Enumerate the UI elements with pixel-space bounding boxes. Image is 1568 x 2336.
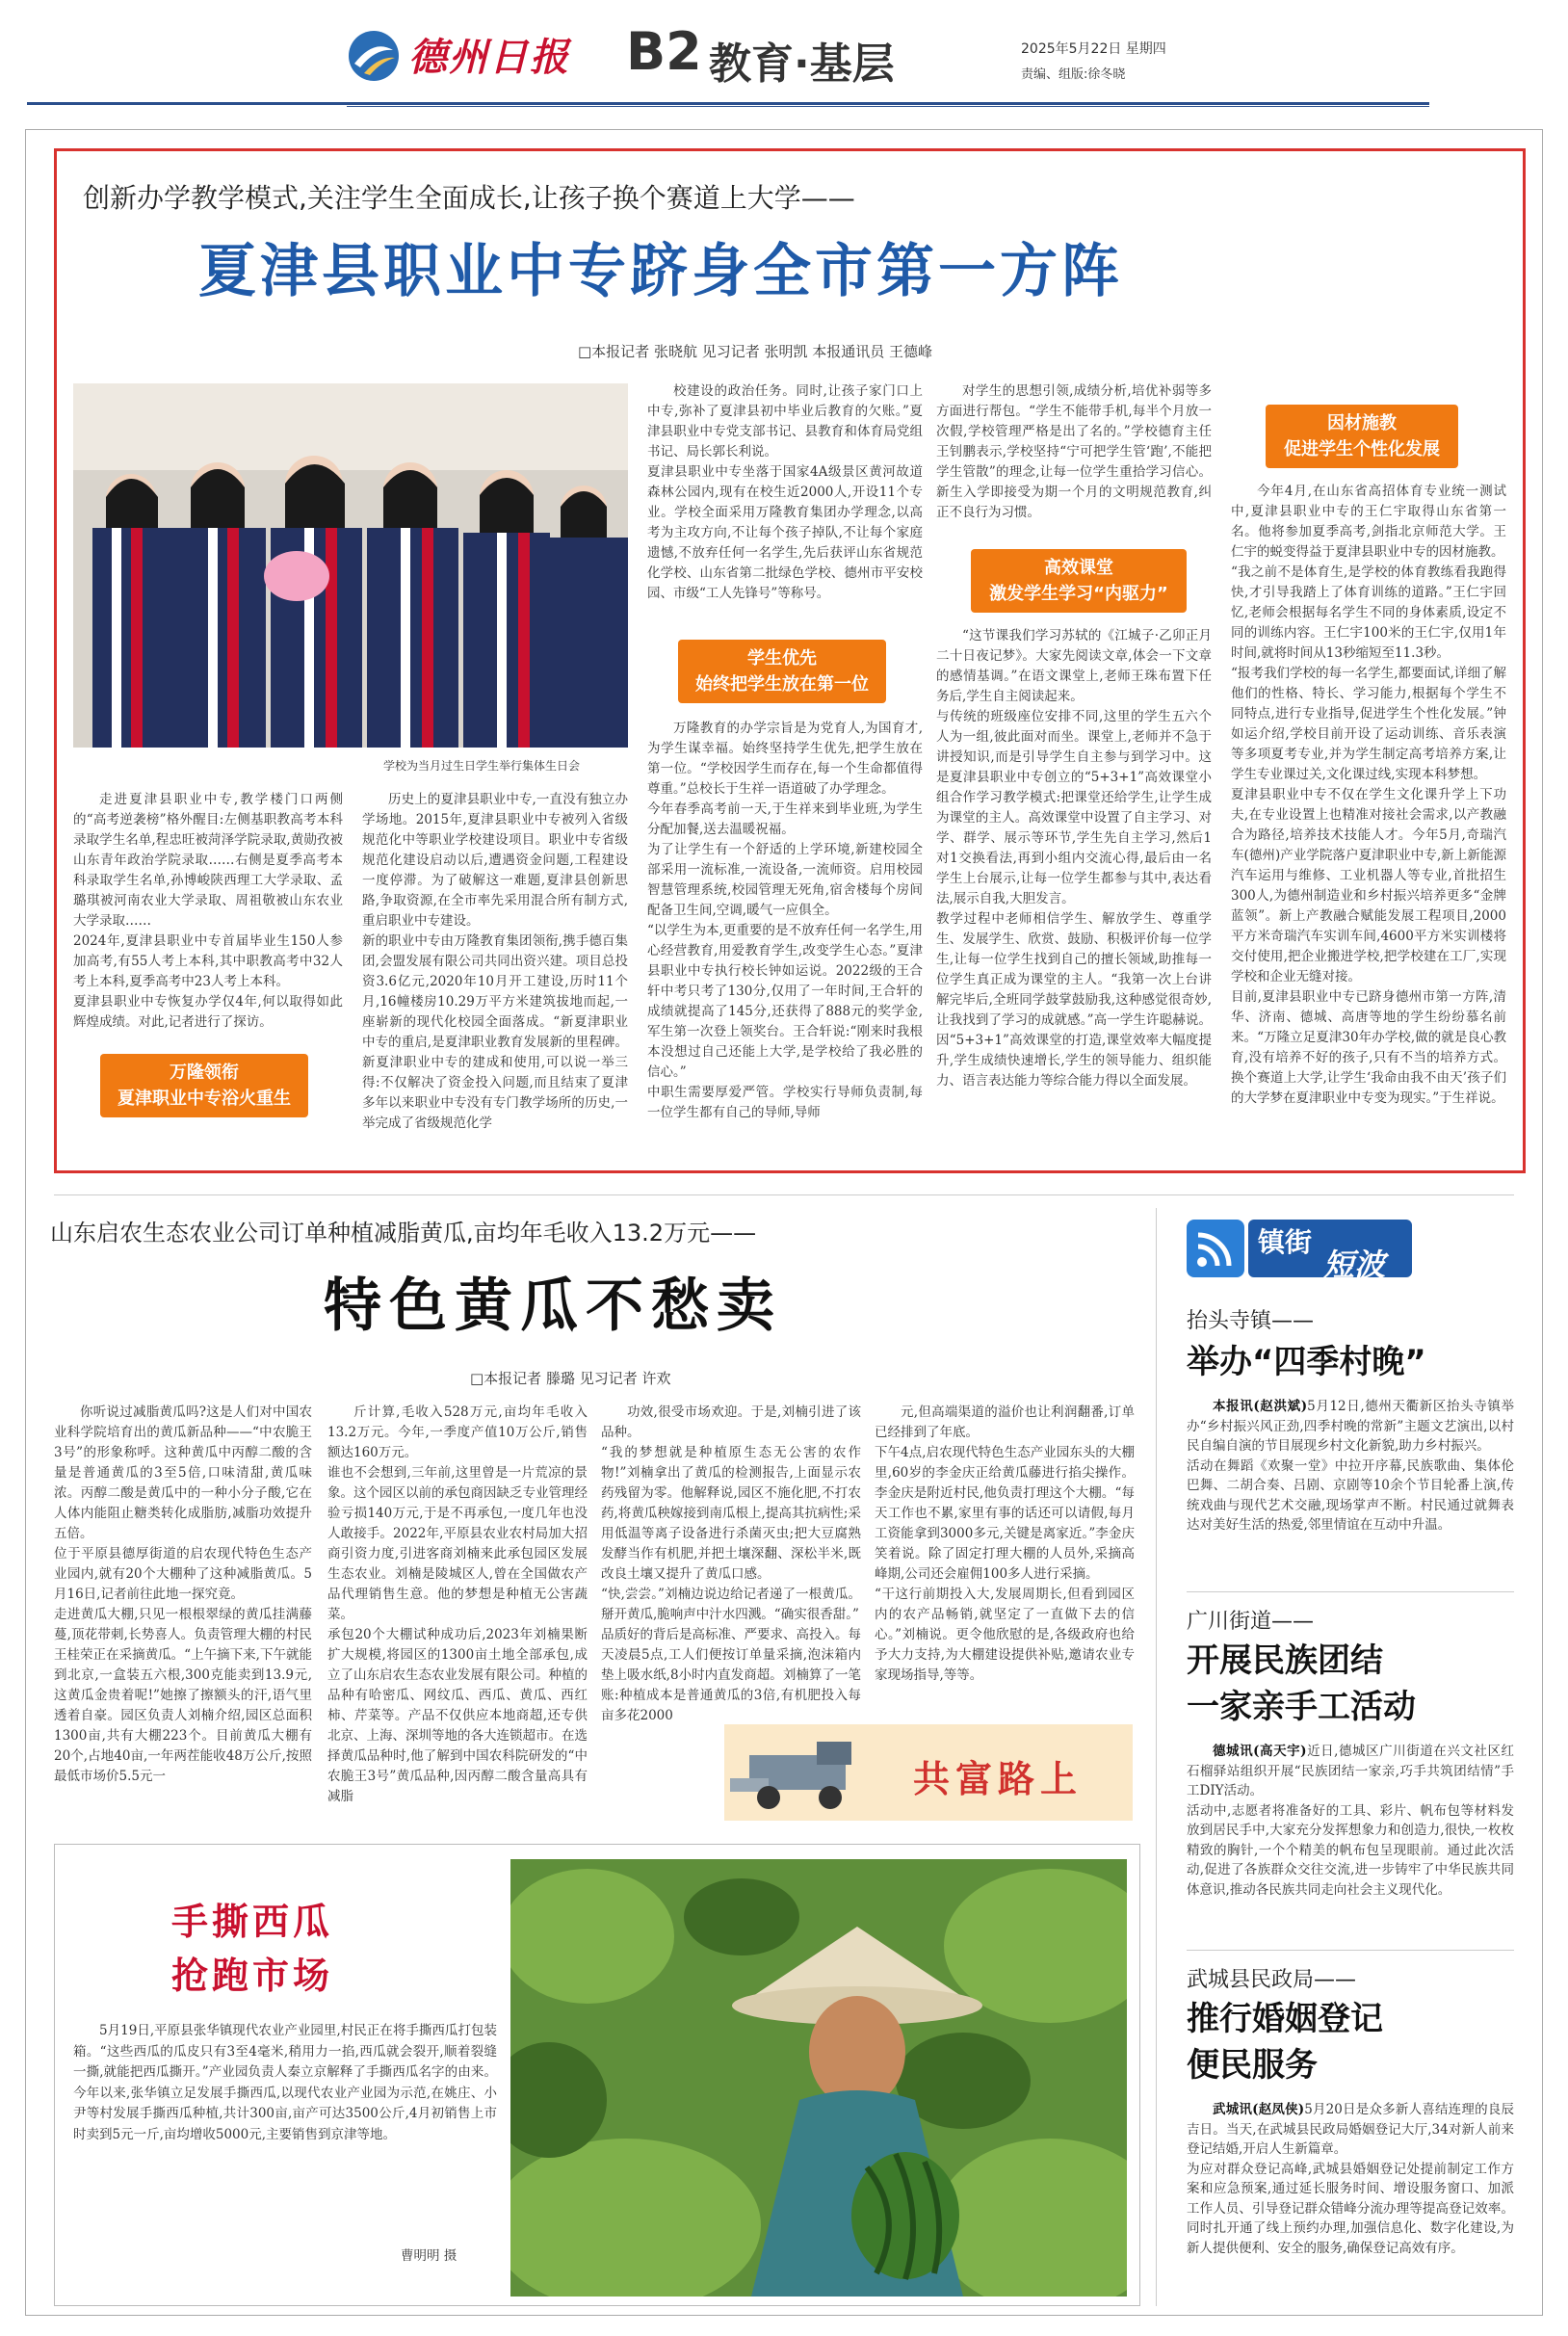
- masthead: [347, 21, 1310, 89]
- brief1-lead: 本报讯(赵洪斌): [1213, 1399, 1308, 1414]
- rss-icon: [1187, 1220, 1244, 1277]
- common-prosperity-banner: [724, 1724, 1133, 1821]
- brief-separator-2: [1187, 1950, 1514, 1951]
- lead-story-col4: 对学生的思想引领,成绩分析,培优补弱等多方面进行帮包。“学生不能带手机,每半个月放一次假,学校管理严格是出了名的。”学校德育主任王钊鹏表示,学校坚持“宁可把学生管‘跑’,不能把学生管散”的理念,让每一位学生重拾学习信心。新生入学即接受为期一个月的文明规范教育,纠正不良行为习惯。: [936, 383, 1212, 520]
- brief3-lead: 武城讯(赵凤侠): [1213, 2102, 1305, 2117]
- story2-headline: 特色黄瓜不愁卖: [324, 1273, 782, 1340]
- newspaper-logo-icon: [347, 29, 401, 83]
- story2-col3: 功效,很受市场欢迎。于是,刘楠引进了该品种。 “我的梦想就是种植原生态无公害的农作物!”刘楠拿出了黄瓜的检测报告,上面显示农药残留为零。他解释说,园区不施化肥,不打农药,将黄瓜秧嫁接到南瓜根上,提高其抗病性;采用低温等离子设备进行杀菌灭虫;把大豆腐熟发酵当作有机肥,并把土壤深翻、深松半米,既改良土壤又提升了黄瓜口感。 “快,尝尝。”刘楠边说边给记者递了一根黄瓜。掰开黄瓜,脆响声中汁水四溅。“确实很香甜。” 品质好的背后是高标准、严要求、高投入。每天凌晨5点,工人们便按订单量采摘,泡沫箱内垫上吸水纸,8小时内直发商超。刘楠算了一笔账:种植成本是普通黄瓜的3倍,有机肥投入每亩多花2000: [601, 1404, 861, 1723]
- watermelon-title-line2: 抢跑市场: [171, 1954, 334, 1997]
- brief1-body: [1187, 1397, 1514, 1584]
- lead-story-col3b: 万隆教育的办学宗旨是为党育人,为国育才,为学生谋幸福。始终坚持学生优先,把学生放在第一位。“学校因学生而存在,每一个生命都值得尊重。”总校长于生祥一语道破了办学理念。 今年春季高考前一天,于生祥来到毕业班,为学生分配加餐,送去温暖祝福。 为了让学生有一个舒适的上学环境,新建校园全部采用一流标准,一流设备,一流师资。启用校园智慧管理系统,校园管理无死角,宿舍楼每个房间配备卫生间,空调,暖气一应俱全。 “以学生为本,更重要的是不放弃任何一名学生,用心经营教育,用爱教育学生,改变学生心态。”夏津县职业中专执行校长钟如运说。2022级的王合轩中考只考了130分,仅用了一年时间,王合轩的成绩就提高了145分,还获得了888元的奖学金,军生第一次登上领奖台。王合轩说:“刚来时我根本没想过自己还能上大学,是学校给了我必胜的信心。” 中职生需要厚爱严管。学校实行导师负责制,每一位学生都有自己的导师,导师: [647, 721, 923, 1120]
- watermelon-title-line1: 手撕西瓜: [171, 1900, 334, 1943]
- brief1-text: 5月12日,德州天衢新区抬头寺镇举办“乡村振兴风正劲,四季村晚的常新”主题文艺演出,以村民自编自演的节目展现乡村文化新貌,助力乡村振兴。 活动在舞蹈《欢聚一堂》中拉开序幕,民族歌曲、集体伦巴舞、二胡合奏、吕剧、京剧等10余个节目轮番上演,传统戏曲与现代艺术交融,现场掌声不断。村民通过就舞表达对美好生活的热爱,邻里情谊在互动中升温。: [1187, 1399, 1514, 1533]
- subhead-efficient-class: 高效课堂 激发学生学习“内驱力”: [971, 549, 1187, 613]
- birthday-photo-caption: 学校为当月过生日学生举行集体生日会: [383, 759, 581, 773]
- brief3-body: [1187, 2100, 1514, 2304]
- page-editor: 责编、组版:徐冬晓: [1021, 67, 1126, 82]
- story2-col2: 斤计算,毛收入528万元,亩均年毛收入13.2万元。今年,一季度产值10万公斤,销售额达160万元。 谁也不会想到,三年前,这里曾是一片荒凉的景象。这个园区以前的承包商因缺乏专业管理经验亏损140万元,于是不再承包,一度几年也没人敢接手。2022年,平原县农业农村局加大招商引资力度,引进客商刘楠来此承包园区发展生态农业。刘楠是陵城区人,曾在全国做农产品代理销售生意。他的梦想是种植无公害蔬菜。 承包20个大棚试种成功后,2023年刘楠果断扩大规模,将园区的1300亩土地全部承包,成立了山东启农生态农业发展有限公司。种植的品种有哈密瓜、网纹瓜、西瓜、黄瓜、西红柿、芹菜等。产品不仅供应本地商超,还专供北京、上海、深圳等地的各大连锁超市。在选择黄瓜品种时,他了解到中国农科院研发的“中农脆王3号”黄瓜品种,因丙醇二酸含量高具有减脂: [327, 1404, 588, 1804]
- banner-title: 共富路上: [913, 1758, 1084, 1800]
- brief2-lead: 德城讯(高天宇): [1213, 1744, 1307, 1759]
- lead-story-col2: 历史上的夏津县职业中专,一直没有独立办学场地。2015年,夏津县职业中专被列入省级规范化中等职业学校建设项目。职业中专省级规范化建设启动以后,遭遇资金问题,工程建设一度停滞。为了破解这一难题,夏津县创新思路,争取资源,在全市率先采用混合所有制方式,重启职业中专建设。 新的职业中专由万隆教育集团领衔,携手德百集团,会盟发展有限公司共同出资兴建。项目总投资3.6亿元,2020年10月开工建设,历时11个月,16幢楼房10.29万平方米建筑拔地而起,一座崭新的现代化校园全面落成。“新夏津职业中专的重启,是夏津职业教育发展新的里程碑。新夏津职业中专的建成和使用,可以说一举三得:不仅解决了资金投入问题,而且结束了夏津多年以来职业中专没有专门教学场所的历史,一举完成了省级规范化学: [362, 792, 628, 1131]
- brief2-text: 近日,德城区广川街道在兴文社区红石榴驿站组织开展“民族团结一家亲,巧手共筑团结情”手工DIY活动。 活动中,志愿者将准备好的工具、彩片、帆布包等材料发放到居民手中,大家充分发挥想象力和创造力,很快,一枚枚精致的胸针,一个个精美的帆布包呈现眼前。通过此次活动,促进了各族群众交往交流,进一步铸牢了中华民族共同体意识,推动各民族共同走向社会主义现代化。: [1187, 1744, 1514, 1898]
- briefs-badge: [1187, 1216, 1416, 1283]
- lead-story-byline: □本报记者 张晓航 见习记者 张明凯 本报通讯员 王德峰: [578, 343, 933, 360]
- harvester-icon: [730, 1736, 884, 1813]
- issue-date: 2025年5月22日 星期四: [1021, 41, 1166, 57]
- lead-story-col1: 走进夏津县职业中专,教学楼门口两侧的“高考逆袭榜”格外醒目:左侧基职教高考本科录取学生名单,程忠旺被菏泽学院录取,黄勋孜被山东青年政治学院录取……右侧是夏季高考本科录取学生名单,孙博峻陕西理工大学录取、孟璐琪被河南农业大学录取、周祖敬被山东农业大学录取…… 2024年,夏津县职业中专首届毕业生150人参加高考,有55人考上本科,其中职教高考中32人考上本科,夏季高考中23人考上本科。 夏津县职业中专恢复办学仅4年,何以取得如此辉煌成绩。对此,记者进行了探访。: [73, 792, 343, 1030]
- story2-col4: 元,但高端渠道的溢价也让利润翻番,订单已经排到了年底。 下午4点,启农现代特色生态产业园东头的大棚里,60岁的李金庆正给黄瓜藤进行掐尖操作。李金庆是附近村民,他负责打理这个大棚。“每天工作也不累,家里有事的话还可以请假,每月工资能拿到3000多元,关键是离家近。”李金庆笑着说。除了固定打理大棚的人员外,采摘高峰期,公司还会雇佣100多人进行采摘。 “干这行前期投入大,发展周期长,但看到园区内的农产品畅销,就坚定了一直做下去的信心。”刘楠说。更令他欣慰的是,各级政府也给予大力支持,为大棚建设提供补贴,邀请农业专家现场指导,等等。: [875, 1404, 1135, 1683]
- brief1-title: 举办“四季村晚”: [1187, 1343, 1426, 1381]
- newspaper-name: 德州日报: [408, 35, 570, 80]
- story2-col1: 你听说过减脂黄瓜吗?这是人们对中国农业科学院培育出的黄瓜新品种——“中农脆王3号”的形象称呼。这种黄瓜中丙醇二酸的含量是普通黄瓜的3至5倍,口味清甜,黄瓜味浓。丙醇二酸是黄瓜中的一种小分子酸,它在人体内能阻止糖类转化成脂肪,减脂功效提升五倍。 位于平原县德厚街道的启农现代特色生态产业园内,就有20个大棚种了这种减脂黄瓜。5月16日,记者前往此地一探究竟。 走进黄瓜大棚,只见一根根翠绿的黄瓜挂满藤蔓,顶花带刺,长势喜人。负责管理大棚的村民王桂荣正在采摘黄瓜。“上午摘下来,下午就能到北京,一盒装五六根,300克能卖到13.9元,这黄瓜金贵着呢!”她擦了擦额头的汗,语气里透着自豪。园区负责人刘楠介绍,园区总面积1300亩,共有大棚223个。目前黄瓜大棚有20个,占地40亩,一年两茬能收48万公斤,按照最低市场价5.5元一: [54, 1404, 312, 1784]
- brief3-text: 5月20日是众多新人喜结连理的良辰吉日。当天,在武城县民政局婚姻登记大厅,34对新人前来登记结婚,开启人生新篇章。 为应对群众登记高峰,武城县婚姻登记处提前制定工作方案和应急预案,通过延长服务时间、增设服务窗口、加派工作人员、引导登记群众错峰分流办理等提高登记效率。同时扎开通了线上预约办理,加强信息化、数字化建设,为新人提供便利、安全的服务,确保登记高效有序。: [1187, 2102, 1514, 2256]
- story2-byline: □本报记者 滕璐 见习记者 许欢: [470, 1370, 671, 1387]
- subhead-student-first: 学生优先 始终把学生放在第一位: [678, 640, 886, 703]
- masthead-rule-accent: [347, 106, 1429, 107]
- briefs-divider: [1156, 1208, 1157, 2306]
- lead-story-col3: 校建设的政治任务。同时,让孩子家门口上中专,弥补了夏津县初中毕业后教育的欠账。”夏津县职业中专党支部书记、县教育和体育局党组书记、局长郭长利说。 夏津县职业中专坐落于国家4A级景区黄河故道森林公园内,现有在校生近2000人,开设11个专业。学校全面采用万隆教育集团办学理念,以高考为主攻方向,不让每个孩子掉队,不让每个家庭遗憾,不放弃任何一名学生,先后获评山东省规范化学校、山东省第二批绿色学校、德州市平安校园、市级“工人先锋号”等称号。: [647, 383, 923, 601]
- page-code: B2: [626, 21, 702, 82]
- watermelon-photo-credit: 曹明明 摄: [401, 2248, 457, 2264]
- subhead-wanlong: 万隆领衔 夏津职业中专浴火重生: [100, 1054, 308, 1117]
- brief3-title: 推行婚姻登记 便民服务: [1187, 2000, 1383, 2085]
- brief-separator-1: [1187, 1591, 1514, 1592]
- lead-story-col5: 今年4月,在山东省高招体育专业统一测试中,夏津县职业中专的王仁宇取得山东省第一名。他将参加夏季高考,剑指北京师范大学。王仁宇的蜕变得益于夏津县职业中专的因材施教。 “我之前不是体育生,是学校的体育教练看我跑得快,才引导我踏上了体育训练的道路。”王仁宇回忆,老师会根据每名学生不同的身体素质,设定不同的训练内容。王仁宇100米的王仁宇,仅用1年时间,就将时间从13秒缩短至11.3秒。 “报考我们学校的每一名学生,都要面试,详细了解他们的性格、特长、学习能力,根据每个学生不同特点,进行专业指导,促进学生个性化发展。”钟如运介绍,学校目前开设了运动训练、音乐表演等多项夏考专业,并为学生制定高考培养方案,让学生专业课过关,文化课过线,实现本科梦想。 夏津县职业中专不仅在学生文化课升学上下功夫,在专业设置上也精准对接社会需求,以产教融合为路径,培养技术技能人才。今年5月,奇瑞汽车(德州)产业学院落户夏津职业中专,新上新能源汽车运用与维修、工业机器人等专业,首批招生300人,为德州制造业和乡村振兴培养更多“金牌蓝领”。新上产教融合赋能发展工程项目,2000平方米奇瑞汽车实训车间,4600平方米实训楼将交付使用,把企业搬进学校,把学校建在工厂,实现学校和企业无缝对接。 目前,夏津县职业中专已跻身德州市第一方阵,清华、济南、德城、高唐等地的学生纷纷慕名前来。“万隆立足夏津30年办学校,做的就是良心教育,没有培养不好的孩子,只有不当的培养方式。换个赛道上大学,让学生‘我命由我不由天’孩子们的大学梦在夏津职业中专变为现实。”于生祥说。: [1231, 484, 1506, 1106]
- brief2-kicker: 广川街道——: [1187, 1610, 1315, 1634]
- subhead-individualized: 因材施教 促进学生个性化发展: [1266, 405, 1458, 468]
- badge-line2: 短波: [1323, 1247, 1386, 1283]
- farmer-watermelon-photo: [510, 1859, 1127, 2297]
- watermelon-story-text: 5月19日,平原县张华镇现代农业产业园里,村民正在将手撕西瓜打包装箱。“这些西瓜的瓜皮只有3至4毫米,稍用力一掐,西瓜就会裂开,顺着裂缝一撕,就能把西瓜撕开。”产业园负责人秦立京解释了手撕西瓜名字的由来。今年以来,张华镇立足发展手撕西瓜,以现代农业产业园为示范,在姚庄、小尹等村发展手撕西瓜种植,共计300亩,亩产可达3500公斤,4月初销售上市时卖到5元一斤,亩均增收5000元,主要销售到京津等地。: [73, 2023, 497, 2142]
- birthday-party-photo: [73, 383, 628, 748]
- lead-story-kicker: 创新办学教学模式,关注学生全面成长,让孩子换个赛道上大学——: [83, 182, 855, 214]
- section-divider: [54, 1194, 1514, 1195]
- brief2-body: [1187, 1742, 1514, 1938]
- brief1-kicker: 抬头寺镇——: [1187, 1309, 1315, 1333]
- story2-kicker: 山东启农生态农业公司订单种植减脂黄瓜,亩均年毛收入13.2万元——: [50, 1220, 757, 1247]
- brief2-title: 开展民族团结 一家亲手工活动: [1187, 1641, 1416, 1726]
- masthead-rule: [27, 102, 1429, 105]
- lead-story-headline: 夏津县职业中专跻身全市第一方阵: [198, 238, 1123, 305]
- badge-line1: 镇街: [1258, 1226, 1313, 1258]
- section-title: 教育·基层: [709, 39, 895, 89]
- brief3-kicker: 武城县民政局——: [1187, 1968, 1357, 1992]
- lead-story-col4b: “这节课我们学习苏轼的《江城子·乙卯正月二十日夜记梦》。大家先阅读文章,体会一下文章的感情基调。”在语文课堂上,老师王珠布置下任务后,学生自主阅读起来。 与传统的班级座位安排不同,这里的学生五六个人为一组,彼此面对而坐。课堂上,老师并不急于讲授知识,而是引导学生自主参与到学习中。这是夏津县职业中专创立的“5+3+1”高效课堂小组合作学习教学模式:把课堂还给学生,让学生成为课堂的主人。高效课堂中设置了自主学习、对学、群学、展示等环节,学生先自主学习,然后1对1交换看法,再到小组内交流心得,最后由一名学生上台展示,让每一位学生都参与其中,表达看法,展示自我,大胆发言。 教学过程中老师相信学生、解放学生、尊重学生、发展学生、欣赏、鼓励、积极评价每一位学生,让每一位学生找到自己的擅长领域,助推每一位学生真正成为课堂的主人。“我第一次上台讲解完毕后,全班同学鼓掌鼓励我,这种感觉很奇妙,让我找到了学习的成就感。”高一学生许聪赫说。因“5+3+1”高效课堂的打造,课堂效率大幅度提升,学生成绩快速增长,学生的领导能力、组织能力、语言表达能力等综合能力得以全面发展。: [936, 628, 1212, 1089]
